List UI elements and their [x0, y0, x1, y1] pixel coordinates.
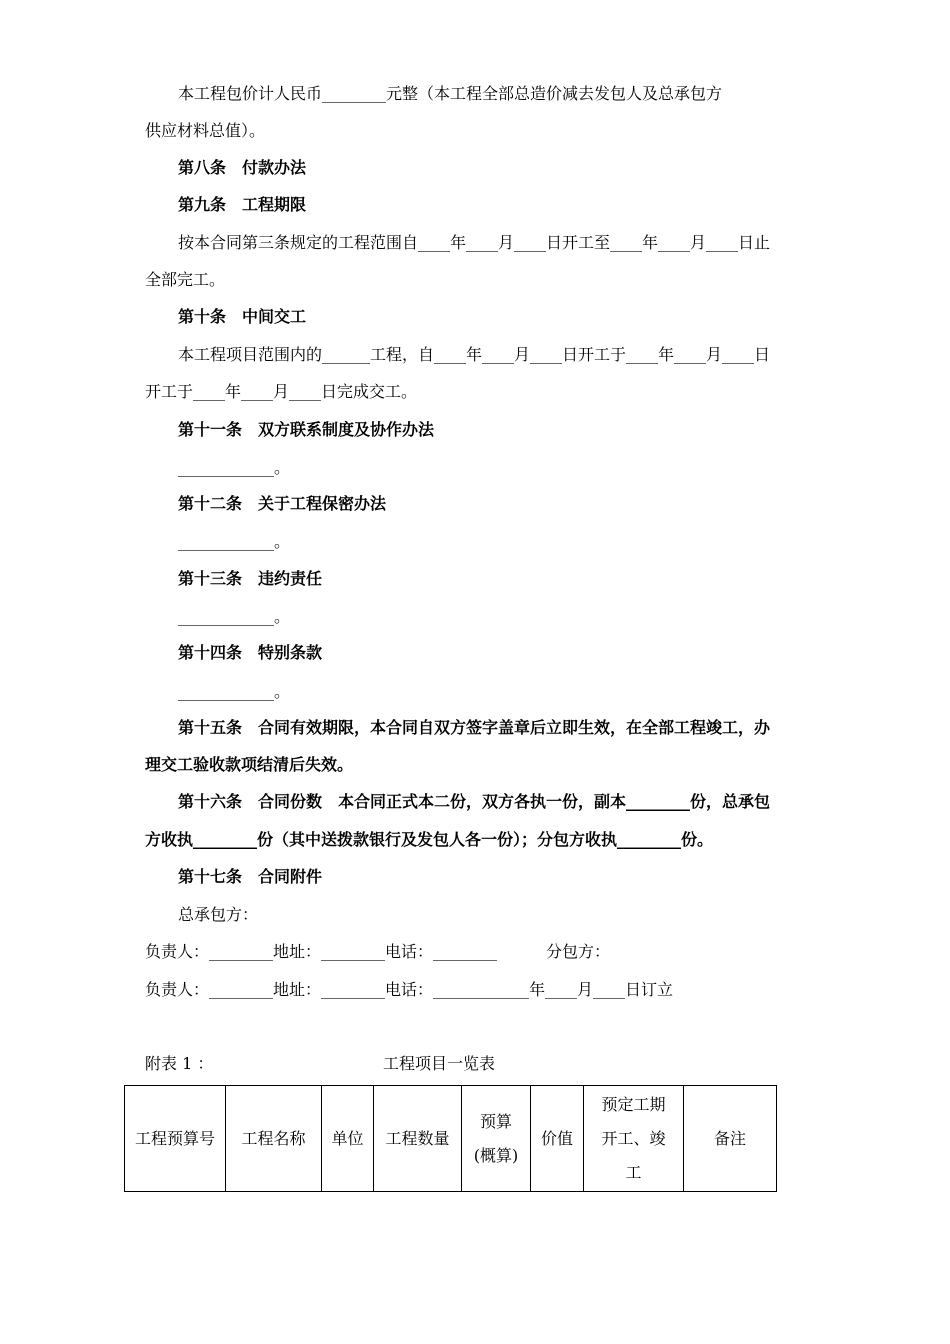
article-8-heading: 第八条 付款办法 — [178, 158, 307, 177]
article-13-heading: 第十三条 违约责任 — [178, 569, 323, 588]
article-17-heading: 第十七条 合同附件 — [178, 867, 323, 886]
col-quantity: 工程数量 — [374, 1086, 462, 1192]
signature-row-2: 负责人：________地址：________电话：____________年____月____日订立 — [145, 980, 674, 999]
appendix-label: 附表 1 ： — [145, 1054, 214, 1073]
col-value: 价值 — [531, 1086, 584, 1192]
col-budget: 预算 (概算) — [462, 1086, 531, 1192]
article-11-blank: ____________。 — [178, 458, 291, 477]
col-budget-no: 工程预算号 — [125, 1086, 226, 1192]
article-9-heading: 第九条 工程期限 — [178, 195, 307, 214]
appendix-title: 工程项目一览表 — [383, 1054, 496, 1073]
project-list-table — [124, 1085, 777, 1192]
table-header-row — [125, 1086, 777, 1192]
article-13-blank: ____________。 — [178, 607, 291, 626]
article-9-text-cont: 全部完工。 — [145, 270, 226, 289]
article-14-blank: ____________。 — [178, 682, 291, 701]
col-remarks: 备注 — [684, 1086, 777, 1192]
article-15-text-cont: 理交工验收款项结清后失效。 — [145, 755, 354, 774]
article-10-heading: 第十条 中间交工 — [178, 307, 307, 326]
subcontractor-label: 分包方： — [546, 942, 611, 961]
para-contract-price-cont: 供应材料总值）。 — [145, 121, 266, 140]
article-15-text: 第十五条 合同有效期限，本合同自双方签字盖章后立即生效，在全部工程竣工，办 — [178, 718, 771, 737]
col-project-name: 工程名称 — [226, 1086, 322, 1192]
article-16-text: 第十六条 合同份数 本合同正式本二份，双方各执一份，副本________份，总承包 — [178, 792, 771, 811]
article-10-text-cont: 开工于____年____月____日完成交工。 — [145, 382, 418, 401]
signature-row-1: 负责人：________地址：________电话：________ — [145, 942, 498, 961]
article-12-blank: ____________。 — [178, 532, 291, 551]
article-11-heading: 第十一条 双方联系制度及协作办法 — [178, 420, 435, 439]
para-contract-price: 本工程包价计人民币________元整（本工程全部总造价减去发包人及总承包方 — [178, 84, 723, 103]
article-10-text: 本工程项目范围内的______工程，自____年____月____日开工于____年____月____日 — [178, 345, 771, 364]
article-16-text-cont: 方收执________份（其中送拨款银行及发包人各一份）；分包方收执________份。 — [145, 830, 714, 849]
col-schedule: 预定工期 开工、竣 工 — [584, 1086, 684, 1192]
general-contractor-label: 总承包方： — [178, 905, 259, 924]
article-12-heading: 第十二条 关于工程保密办法 — [178, 494, 387, 513]
col-unit: 单位 — [322, 1086, 374, 1192]
article-9-text: 按本合同第三条规定的工程范围自____年____月____日开工至____年____月____日止 — [178, 233, 771, 252]
article-14-heading: 第十四条 特别条款 — [178, 643, 323, 662]
